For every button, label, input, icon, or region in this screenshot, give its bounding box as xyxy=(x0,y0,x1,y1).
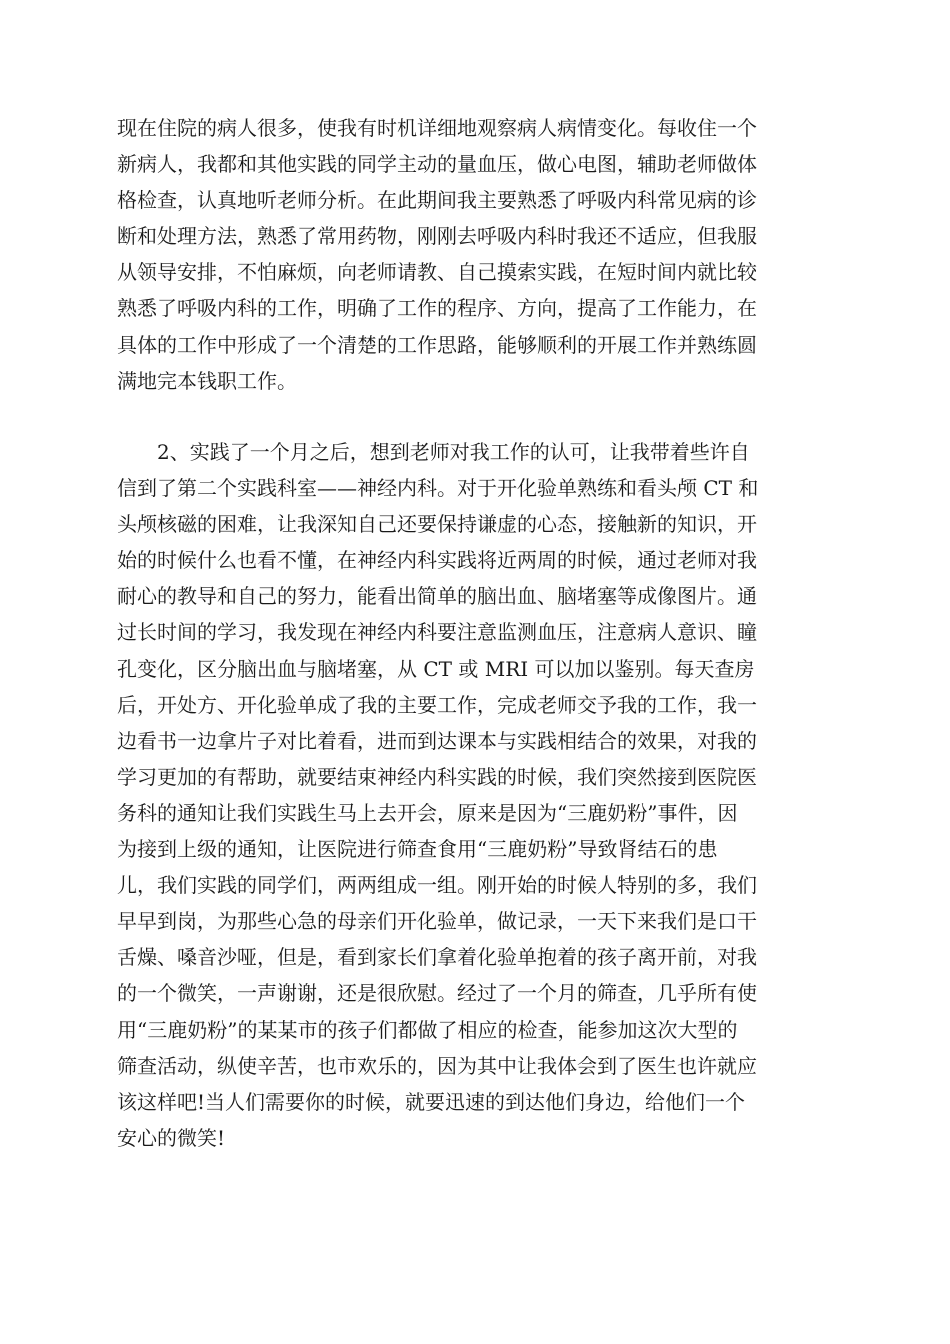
paragraph-line: 舌燥、嗓音沙哑，但是，看到家长们拿着化验单抱着的孩子离开前，对我 xyxy=(117,945,757,970)
paragraph-line: 后，开处方、开化验单成了我的主要工作，完成老师交予我的工作，我一 xyxy=(117,692,757,717)
paragraph-line: 头颅核磁的困难，让我深知自己还要保持谦虚的心态，接触新的知识，开 xyxy=(117,512,757,537)
paragraph-1 xyxy=(117,110,837,399)
paragraph-line: 信到了第二个实践科室——神经内科。对于开化验单熟练和看头颅 CT 和 xyxy=(117,476,759,501)
paragraph-line: 该这样吧!当人们需要你的时候，就要迅速的到达他们身边，给他们一个 xyxy=(117,1089,746,1114)
paragraph-line: 早早到岗，为那些心急的母亲们开化验单，做记录，一天下来我们是口干 xyxy=(117,909,757,934)
paragraph-line: 从领导安排，不怕麻烦，向老师请教、自己摸索实践，在短时间内就比较 xyxy=(117,260,757,285)
paragraph-line: 务科的通知让我们实践生马上去开会，原来是因为“三鹿奶粉”事件，因 xyxy=(117,800,738,825)
paragraph-line: 2、实践了一个月之后，想到老师对我工作的认可，让我带着些许自 xyxy=(157,440,750,464)
paragraph-line: 具体的工作中形成了一个清楚的工作思路，能够顺利的开展工作并熟练圆 xyxy=(117,332,757,357)
paragraph-2 xyxy=(117,434,837,1156)
paragraph-line: 安心的微笑! xyxy=(117,1125,226,1150)
paragraph-line: 耐心的教导和自己的努力，能看出简单的脑出血、脑堵塞等成像图片。通 xyxy=(117,584,757,609)
paragraph-line: 学习更加的有帮助，就要结束神经内科实践的时候，我们突然接到医院医 xyxy=(117,764,757,789)
paragraph-line: 新病人，我都和其他实践的同学主动的量血压，做心电图，辅助老师做体 xyxy=(117,152,757,177)
paragraph-line: 始的时候什么也看不懂，在神经内科实践将近两周的时候，通过老师对我 xyxy=(117,548,757,573)
paragraph-line: 筛查活动，纵使辛苦，也市欢乐的，因为其中让我体会到了医生也许就应 xyxy=(117,1053,757,1078)
paragraph-line: 现在住院的病人很多，使我有时机详细地观察病人病情变化。每收住一个 xyxy=(117,116,757,140)
paragraph-line: 满地完本钱职工作。 xyxy=(117,368,297,393)
paragraph-line: 用“三鹿奶粉”的某某市的孩子们都做了相应的检查，能参加这次大型的 xyxy=(117,1017,738,1042)
paragraph-line: 过长时间的学习，我发现在神经内科要注意监测血压，注意病人意识、瞳 xyxy=(117,620,757,645)
paragraph-line: 为接到上级的通知，让医院进行筛查食用“三鹿奶粉”导致肾结石的患 xyxy=(117,837,718,862)
paragraph-line: 熟悉了呼吸内科的工作，明确了工作的程序、方向，提高了工作能力，在 xyxy=(117,296,757,321)
paragraph-line: 孔变化，区分脑出血与脑堵塞，从 CT 或 MRI 可以加以鉴别。每天查房 xyxy=(117,656,755,681)
paragraph-line: 格检查，认真地听老师分析。在此期间我主要熟悉了呼吸内科常见病的诊 xyxy=(117,188,757,213)
paragraph-line: 断和处理方法，熟悉了常用药物，刚刚去呼吸内科时我还不适应，但我服 xyxy=(117,224,757,249)
paragraph-line: 边看书一边拿片子对比着看，进而到达课本与实践相结合的效果，对我的 xyxy=(117,728,757,753)
paragraph-line: 儿，我们实践的同学们，两两组成一组。刚开始的时候人特别的多，我们 xyxy=(117,873,757,898)
paragraph-line: 的一个微笑，一声谢谢，还是很欣慰。经过了一个月的筛查，几乎所有使 xyxy=(117,981,757,1006)
